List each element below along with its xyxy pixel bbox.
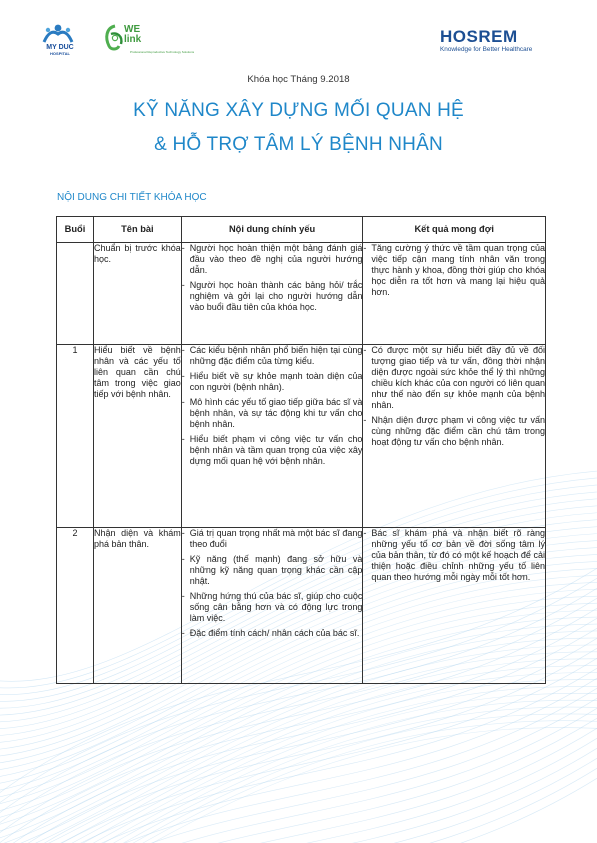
wave-line — [0, 730, 597, 843]
wave-line — [0, 770, 597, 843]
outcome-item: - Bác sĩ khám phá và nhận biết rõ ràng những yếu tố cơ bản về đời sống tâm lý của bản thân, từ đó có một kế hoạch để cải thiện hoặc điều chỉnh những yếu tố liên quan theo hướng mỗi ngày mỗi tốt hơn. — [363, 528, 545, 583]
content-item: - Người học hoàn thiện một bảng đánh giá đầu vào theo đề nghị của người hướng dẫn. — [182, 243, 363, 276]
my-duc-logo-text: MY DUC HOSPITAL — [46, 44, 74, 56]
outcome-item: - Có được một sự hiểu biết đầy đủ về đối tượng giao tiếp và tư vấn, đồng thời nhận diện được ngoài sức khỏe thể lý thì những chiều kích khác của con người có liên quan như thế nào đến sự khỏe mạnh của bệnh nhân. — [363, 345, 545, 411]
hosrem-tagline: Knowledge for Better Healthcare — [440, 46, 533, 53]
outcome-item: - Tăng cường ý thức về tầm quan trọng của việc tiếp cận mang tính nhân văn trong thực hành y khoa, đồng thời giúp cho khóa học diễn ra tốt hơn và mang lại hiệu quả hơn. — [363, 243, 545, 298]
wave-line — [0, 714, 597, 843]
welink-tagline: Professional Reproductive Technology Solutions — [130, 50, 195, 54]
wave-line — [0, 700, 597, 843]
outcome-cell — [363, 345, 546, 528]
content-item: - Mô hình các yếu tố giao tiếp giữa bác sĩ và bệnh nhân, và sự tác động khi tư vấn cho bệnh nhân. — [182, 397, 363, 430]
course-content-table — [56, 216, 546, 684]
main-content-cell — [181, 345, 363, 528]
header-lesson-title: Tên bài — [93, 217, 181, 243]
welink-logo-text: WE link — [124, 24, 142, 45]
header-main-content: Nội dung chính yếu — [181, 217, 363, 243]
outcome-cell — [363, 528, 546, 684]
course-date: Khóa học Tháng 9.2018 — [247, 74, 350, 85]
table-row — [57, 528, 546, 684]
content-item: - Hiểu biết phạm vi công việc tư vấn cho bệnh nhân và tầm quan trọng của việc xây dựng mối quan hệ với bệnh nhân. — [182, 434, 363, 467]
course-title-line1: KỸ NĂNG XÂY DỰNG MỐI QUAN HỆ — [133, 100, 464, 121]
session-number: 1 — [57, 345, 94, 528]
session-number — [57, 243, 94, 345]
lesson-title: Hiểu biết về bệnh nhân và các yếu tố liên quan cần chú tâm trong việc giao tiếp với bệnh nhân. — [93, 345, 181, 528]
content-item: - Các kiểu bệnh nhân phổ biến hiện tại cùng những đặc điểm của từng kiểu. — [182, 345, 363, 367]
content-item: - Giá trị quan trọng nhất mà một bác sĩ đang theo đuổi — [182, 528, 363, 550]
wave-line — [0, 760, 597, 843]
table-header-row — [57, 217, 546, 243]
content-item: - Kỹ năng (thế mạnh) đang sở hữu và những kỹ năng quan trọng khác cần cập nhật. — [182, 554, 363, 587]
hosrem-logo-name: HOSREM — [440, 27, 518, 46]
section-heading: NỘI DUNG CHI TIẾT KHÓA HỌC — [57, 192, 207, 203]
main-content-cell — [181, 243, 363, 345]
wave-line — [0, 659, 597, 843]
wave-line — [0, 693, 597, 843]
wave-line — [0, 700, 597, 843]
content-item: - Những hứng thú của bác sĩ, giúp cho cuộc sống cân bằng hơn và có động lực trong làm việc. — [182, 591, 363, 624]
table-row — [57, 243, 546, 345]
session-number: 2 — [57, 528, 94, 684]
wave-line — [0, 673, 597, 843]
hosrem-logo — [440, 28, 532, 53]
header-expected-outcome: Kết quả mong đợi — [363, 217, 546, 243]
content-item: - Đặc điểm tính cách/ nhân cách của bác sĩ. — [182, 628, 363, 639]
outcome-cell — [363, 243, 546, 345]
header-session: Buổi — [57, 217, 94, 243]
lesson-title: Nhận diện và khám phá bản thân. — [93, 528, 181, 684]
wave-line — [0, 740, 597, 843]
outcome-item: - Nhận diện được phạm vi công việc tư vấn cùng những đặc điểm cần chú tâm trong hoạt động tư vấn cho bệnh nhân. — [363, 415, 545, 448]
course-title-line2: & HỖ TRỢ TÂM LÝ BỆNH NHÂN — [154, 134, 443, 155]
table-row — [57, 345, 546, 528]
content-item: - Người học hoàn thành các bảng hỏi/ trắc nghiệm và gởi lại cho người hướng dẫn vào buổi đầu tiên của khóa học. — [182, 280, 363, 313]
main-content-cell — [181, 528, 363, 684]
content-item: - Hiểu biết về sự khỏe mạnh toàn diện của con người (bệnh nhân). — [182, 371, 363, 393]
lesson-title: Chuẩn bị trước khóa học. — [93, 243, 181, 345]
